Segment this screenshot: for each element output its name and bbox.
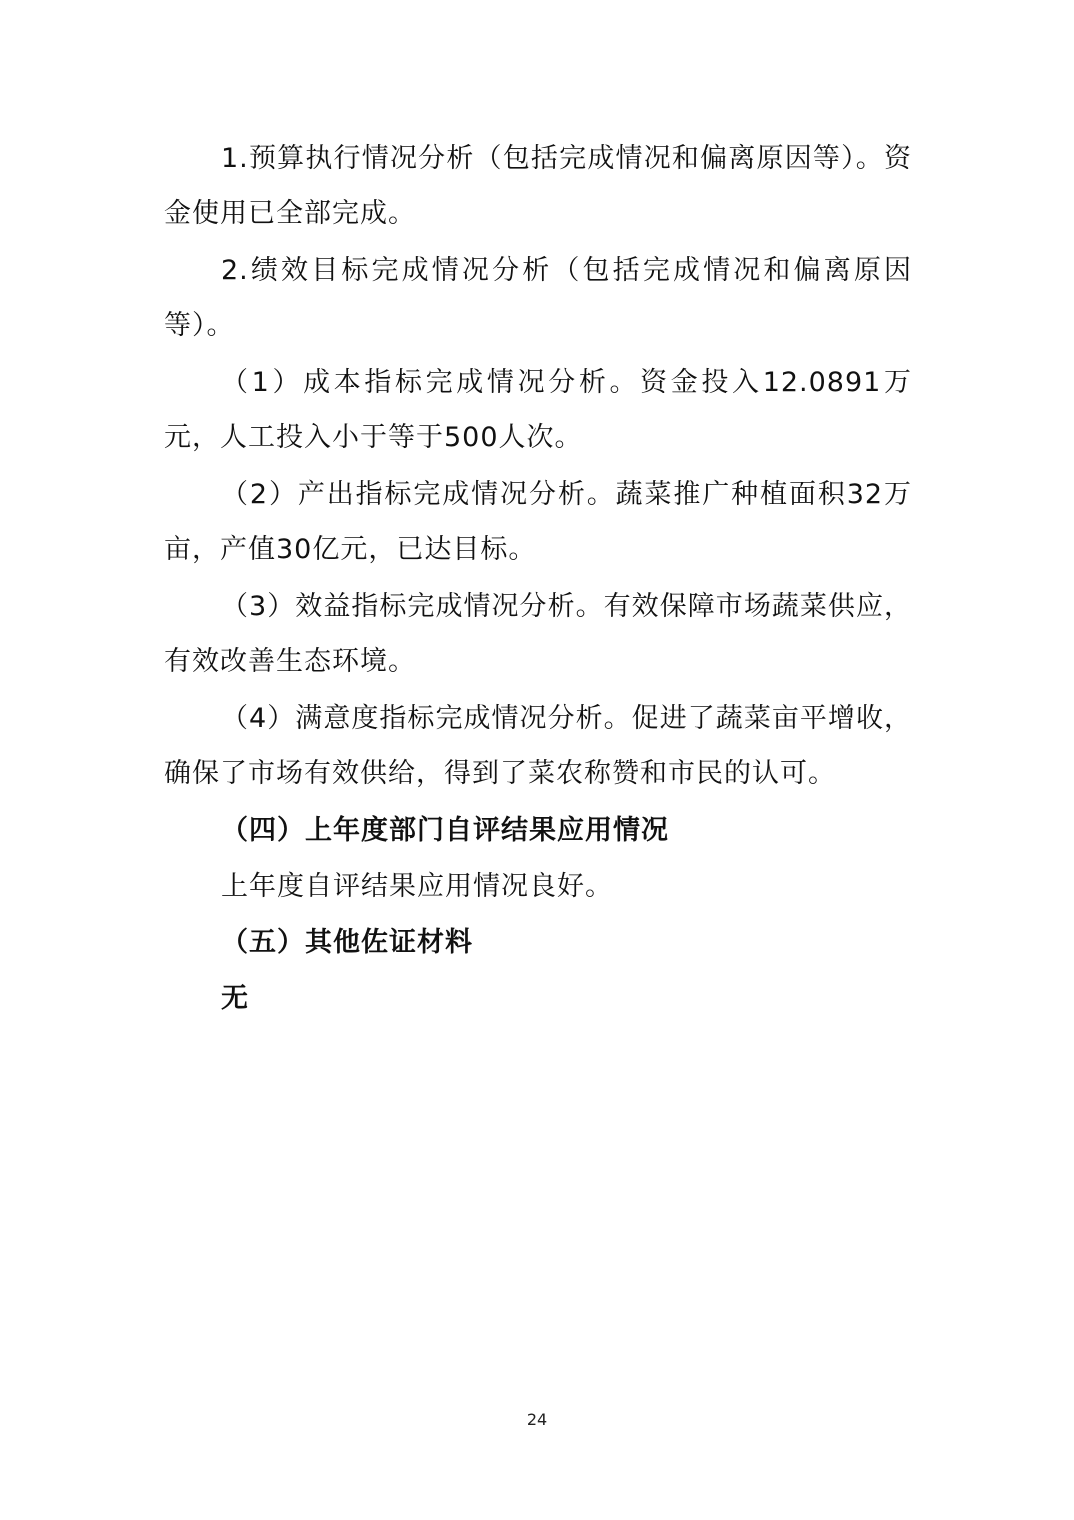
section-4-text: 上年度自评结果应用情况良好。 xyxy=(221,871,613,902)
paragraph-output-indicator: （2）产出指标完成情况分析。蔬菜推广种植面积32万亩，产值30亿元，已达目标。 xyxy=(164,479,912,565)
paragraph-performance-goals: 2.绩效目标完成情况分析（包括完成情况和偏离原因等）。 xyxy=(164,255,912,341)
paragraph-cost-indicator: （1）成本指标完成情况分析。资金投入12.0891万元，人工投入小于等于500人次。 xyxy=(164,367,912,453)
section-5-text: 无 xyxy=(221,983,249,1014)
section-5-heading: （五）其他佐证材料 xyxy=(221,927,473,958)
section-4-heading: （四）上年度部门自评结果应用情况 xyxy=(221,815,669,846)
paragraph-budget-execution: 1.预算执行情况分析（包括完成情况和偏离原因等）。资金使用已全部完成。 xyxy=(164,143,912,229)
paragraph-satisfaction-indicator: （4）满意度指标完成情况分析。促进了蔬菜亩平增收，确保了市场有效供给，得到了菜农称赞和市民的认可。 xyxy=(164,703,912,789)
paragraph-benefit-indicator: （3）效益指标完成情况分析。有效保障市场蔬菜供应，有效改善生态环境。 xyxy=(164,591,912,677)
page-number: 24 xyxy=(526,1410,548,1429)
